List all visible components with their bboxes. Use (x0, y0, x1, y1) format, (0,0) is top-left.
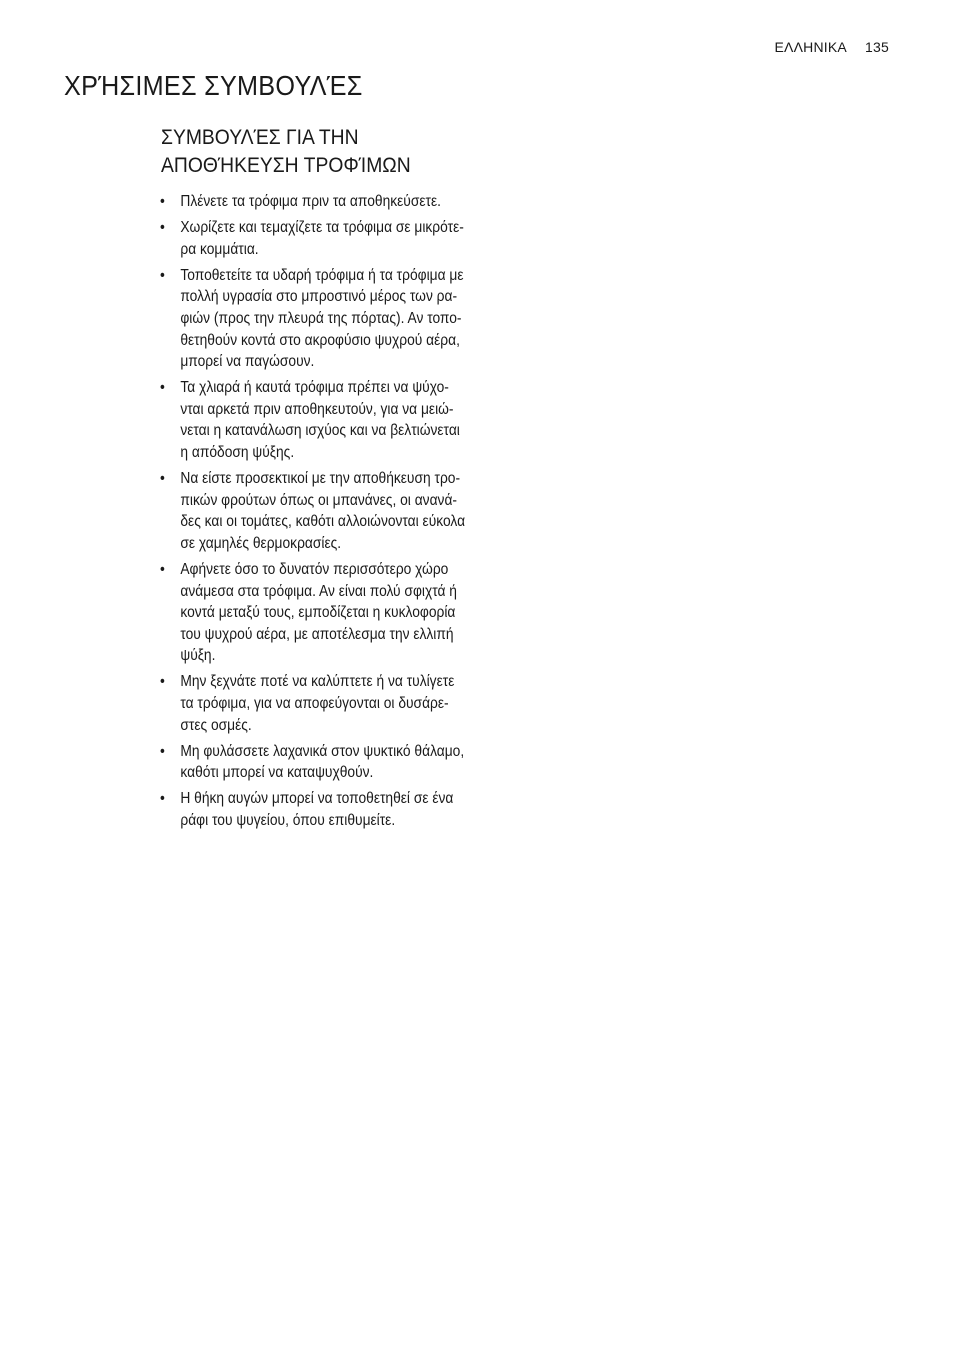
bullet-icon: • (160, 219, 165, 237)
tip-item (160, 468, 514, 554)
page-number: 135 (865, 39, 889, 55)
tip-text-line: πολλή υγρασία στο μπροστινό μέρος των ρα- (180, 288, 458, 306)
tip-item (160, 741, 514, 784)
bullet-icon: • (160, 379, 165, 397)
header-language: ΕΛΛΗΝΙΚΑ (774, 39, 847, 55)
tip-text-line: σε χαμηλές θερμοκρασίες. (180, 534, 342, 552)
tip-text-line: πικών φρούτων όπως οι μπανάνες, οι ανανά- (180, 491, 458, 509)
tip-text-line: Μη φυλάσσετε λαχανικά στον ψυκτικό θάλαμο, (180, 742, 465, 760)
bullet-icon: • (160, 673, 165, 691)
tip-text-line: καθότι μπορεί να καταψυχθούν. (180, 764, 374, 782)
tip-item (160, 191, 514, 213)
tip-text-line: ράφι του ψυγείου, όπου επιθυμείτε. (180, 812, 396, 830)
tip-text-line: τα τρόφιμα, για να αποφεύγονται οι δυσάρε- (180, 695, 449, 713)
section-heading-line: ΣΥΜΒΟΥΛΈΣ ΓΙΑ ΤΗΝ (161, 126, 359, 149)
bullet-icon: • (160, 790, 165, 808)
tip-text-line: νεται η κατανάλωση ισχύος και να βελτιώνεται (180, 422, 460, 440)
tip-item (160, 559, 514, 667)
tip-text-line: Τα χλιαρά ή καυτά τρόφιμα πρέπει να ψύχο- (180, 379, 449, 397)
tips-list (160, 191, 514, 836)
tip-text-line: θετηθούν κοντά στο ακροφύσιο ψυχρού αέρα, (180, 331, 460, 349)
tip-item (160, 217, 514, 260)
tip-text-line: Η θήκη αυγών μπορεί να τοποθετηθεί σε ένα (180, 790, 454, 808)
tip-text-line: Πλένετε τα τρόφιμα πριν τα αποθηκεύσετε. (180, 193, 441, 210)
tip-item (160, 377, 514, 463)
tip-text-line: κοντά μεταξύ τους, εμποδίζεται η κυκλοφορία (180, 604, 456, 622)
tip-text-line: Μην ξεχνάτε ποτέ να καλύπτετε ή να τυλίγετε (180, 673, 455, 691)
tip-text-line: μπορεί να παγώσουν. (180, 353, 315, 371)
tip-item (160, 788, 514, 831)
page-title: ΧΡΉΣΙΜΕΣ ΣΥΜΒΟΥΛΈΣ (64, 70, 363, 101)
tip-text-line: νται αρκετά πριν αποθηκευτούν, για να μειώ- (180, 400, 454, 418)
tip-text-line: Τοποθετείτε τα υδαρή τρόφιμα ή τα τρόφιμα με (180, 266, 464, 284)
tip-item (160, 671, 514, 736)
tip-item (160, 265, 514, 373)
tip-text-line: Χωρίζετε και τεμαχίζετε τα τρόφιμα σε μικρότε- (180, 219, 464, 237)
bullet-icon: • (160, 561, 165, 578)
bullet-icon: • (160, 470, 165, 488)
section-heading (161, 124, 411, 180)
tip-text-line: Να είστε προσεκτικοί με την αποθήκευση τρο- (180, 470, 461, 488)
section-heading-line: ΑΠΟΘΉΚΕΥΣΗ ΤΡΟΦΊΜΩΝ (161, 154, 411, 177)
tip-text-line: ανάμεσα στα τρόφιμα. Αν είναι πολύ σφιχτά ή (180, 582, 457, 600)
running-header (775, 39, 890, 55)
tip-text-line: φιών (προς την πλευρά της πόρτας). Αν τοπο- (180, 309, 462, 327)
bullet-icon: • (160, 266, 165, 284)
tip-text-line: Αφήνετε όσο το δυνατόν περισσότερο χώρο (180, 561, 449, 578)
tip-text-line: ψύξη. (180, 647, 216, 665)
tip-text-line: του ψυχρού αέρα, με αποτέλεσμα την ελλιπή (180, 625, 454, 643)
tip-text-line: στες οσμές. (180, 716, 252, 734)
tip-text-line: ρα κομμάτια. (180, 240, 259, 258)
bullet-icon: • (160, 193, 165, 210)
tip-text-line: δες και οι τομάτες, καθότι αλλοιώνονται εύκολα (180, 513, 466, 531)
bullet-icon: • (160, 742, 165, 760)
tip-text-line: η απόδοση ψύξης. (180, 444, 295, 462)
